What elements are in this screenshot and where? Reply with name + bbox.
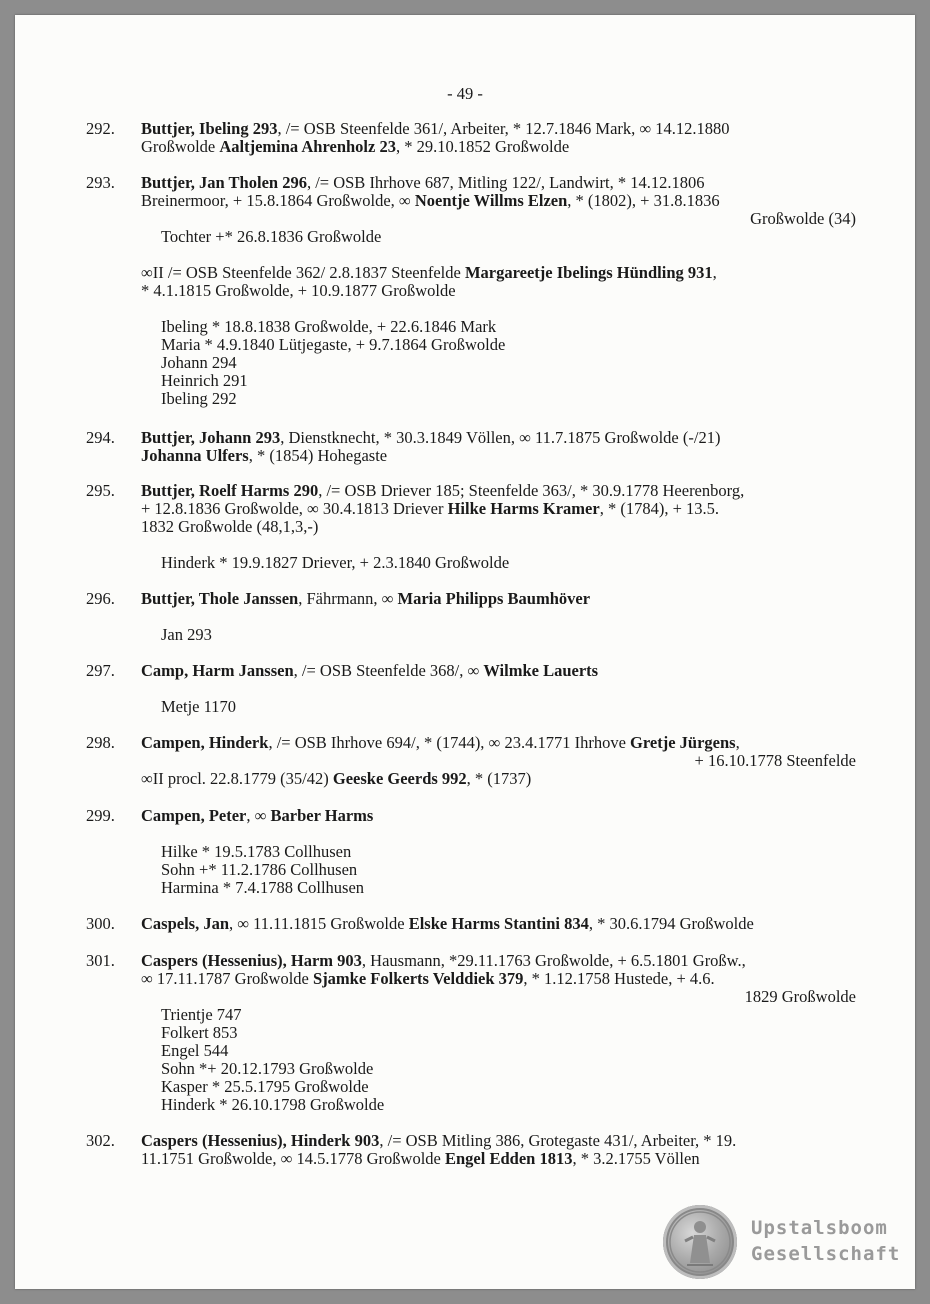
text-run: , /= OSB Steenfelde 368/, ∞	[293, 661, 484, 680]
person-name: Elske Harms Stantini 834	[408, 914, 589, 933]
entry-line	[141, 482, 856, 500]
page-number: - 49 -	[447, 84, 483, 103]
text-run: Breinermoor, + 15.8.1864 Großwolde, ∞	[141, 191, 415, 210]
entry-line	[141, 952, 856, 970]
text-run: , * (1802), + 31.8.1836	[567, 191, 720, 210]
spacer	[141, 608, 856, 626]
text-run: , /= OSB Steenfelde 361/, Arbeiter, * 12.7.1846 Mark, ∞ 14.12.1880	[277, 119, 730, 138]
child-line	[141, 843, 856, 861]
text-run: Jan 293	[161, 625, 212, 644]
person-name: Noentje Willms Elzen	[414, 191, 568, 210]
child-line	[141, 354, 856, 372]
text-run: Großwolde	[141, 137, 220, 156]
text-run: ∞II procl. 22.8.1779 (35/42)	[141, 769, 333, 788]
text-run: , Dienstknecht, * 30.3.1849 Völlen, ∞ 11.7.1875 Großwolde (-/21)	[280, 428, 721, 447]
person-name: Hilke Harms Kramer	[447, 499, 600, 518]
entry-number: 302.	[86, 1131, 115, 1150]
text-run: , * 30.6.1794 Großwolde	[588, 914, 754, 933]
child-line	[141, 1060, 856, 1078]
person-name: Campen, Peter	[141, 806, 247, 825]
text-run: Trientje 747	[161, 1005, 242, 1024]
text-run: Harmina * 7.4.1788 Collhusen	[161, 878, 365, 897]
entry-line	[141, 915, 856, 933]
child-line	[141, 1006, 856, 1024]
entry-text	[141, 174, 856, 408]
entry-text	[141, 590, 856, 644]
entry-number: 301.	[86, 951, 115, 970]
text-run: Hilke * 19.5.1783 Collhusen	[161, 842, 352, 861]
entry-line	[141, 120, 856, 138]
person-name: Geeske Geerds 992	[332, 769, 467, 788]
child-line	[141, 1096, 856, 1114]
text-run: Großwolde (34)	[750, 209, 856, 228]
entry-line	[141, 770, 856, 788]
text-run: , * 29.10.1852 Großwolde	[395, 137, 570, 156]
child-line	[141, 554, 856, 572]
person-name: Campen, Hinderk	[141, 733, 269, 752]
text-run: Maria * 4.9.1840 Lütjegaste, + 9.7.1864 Großwolde	[161, 335, 506, 354]
child-line	[141, 390, 856, 408]
entry-line	[141, 590, 856, 608]
text-run: , /= OSB Driever 185; Steenfelde 363/, * 30.9.1778 Heerenborg,	[318, 481, 745, 500]
entry-text	[141, 952, 856, 1114]
person-name: Buttjer, Johann 293	[141, 428, 281, 447]
text-run: Sohn +* 11.2.1786 Collhusen	[161, 860, 358, 879]
text-run: 1829 Großwolde	[744, 987, 856, 1006]
person-name: Wilmke Lauerts	[483, 661, 599, 680]
child-line	[141, 1042, 856, 1060]
person-name: Barber Harms	[270, 806, 374, 825]
entry-line	[141, 264, 856, 282]
person-name: Aaltjemina Ahrenholz 23	[219, 137, 396, 156]
text-run: Hinderk * 19.9.1827 Driever, + 2.3.1840 Großwolde	[161, 553, 510, 572]
child-line	[141, 698, 856, 716]
entry-text	[141, 915, 856, 933]
person-name: Camp, Harm Janssen	[141, 661, 294, 680]
entry-line	[141, 1132, 856, 1150]
spacer	[141, 300, 856, 318]
entry-line	[141, 807, 856, 825]
child-line	[141, 336, 856, 354]
person-name: Margareetje Ibelings Hündling 931	[464, 263, 713, 282]
text-run: , * (1784), + 13.5.	[599, 499, 720, 518]
text-run: , * (1854) Hohegaste	[248, 446, 388, 465]
upstalsboom-logo	[663, 1205, 913, 1285]
text-run: ,	[712, 263, 717, 282]
entry-number: 295.	[86, 481, 115, 500]
person-name: Maria Philipps Baumhöver	[397, 589, 591, 608]
entry-number: 294.	[86, 428, 115, 447]
child-line	[141, 626, 856, 644]
spacer	[141, 246, 856, 264]
spacer	[141, 680, 856, 698]
entry-number: 299.	[86, 806, 115, 825]
entry-text	[141, 734, 856, 788]
text-run: Hinderk * 26.10.1798 Großwolde	[161, 1095, 385, 1114]
child-line	[141, 318, 856, 336]
entry-number: 296.	[86, 589, 115, 608]
entry-number: 298.	[86, 733, 115, 752]
person-name: Buttjer, Jan Tholen 296	[141, 173, 307, 192]
spacer	[141, 536, 856, 554]
entry-line	[141, 447, 856, 465]
text-run: * 4.1.1815 Großwolde, + 10.9.1877 Großwolde	[141, 281, 456, 300]
person-name: Gretje Jürgens	[630, 733, 736, 752]
seal-icon	[663, 1205, 737, 1279]
logo-line-1: Upstalsboom	[751, 1217, 888, 1239]
child-line	[141, 228, 856, 246]
person-name: Sjamke Folkerts Velddiek 379	[313, 969, 524, 988]
text-run: , /= OSB Mitling 386, Grotegaste 431/, Arbeiter, * 19.	[379, 1131, 737, 1150]
text-run: + 16.10.1778 Steenfelde	[694, 751, 856, 770]
text-run: Metje 1170	[161, 697, 236, 716]
entry-number: 300.	[86, 914, 115, 933]
text-run: , ∞ 11.11.1815 Großwolde	[229, 914, 409, 933]
text-run: ∞II /= OSB Steenfelde 362/ 2.8.1837 Steenfelde	[141, 263, 465, 282]
text-run: Ibeling 292	[161, 389, 237, 408]
person-name: Johanna Ulfers	[141, 446, 249, 465]
spacer	[141, 825, 856, 843]
person-name: Caspels, Jan	[141, 914, 230, 933]
entry-text	[141, 1132, 856, 1168]
entry-line	[141, 734, 856, 752]
entry-line	[141, 174, 856, 192]
entry-line	[141, 518, 856, 536]
text-run: Ibeling * 18.8.1838 Großwolde, + 22.6.1846 Mark	[161, 317, 497, 336]
entry-number: 297.	[86, 661, 115, 680]
text-run: Tochter +* 26.8.1836 Großwolde	[161, 227, 382, 246]
entry-line	[141, 138, 856, 156]
person-name: Buttjer, Ibeling 293	[141, 119, 278, 138]
document-page	[15, 15, 915, 1289]
person-name: Buttjer, Thole Janssen	[141, 589, 299, 608]
person-name: Buttjer, Roelf Harms 290	[141, 481, 319, 500]
text-run: , /= OSB Ihrhove 694/, * (1744), ∞ 23.4.1771 Ihrhove	[268, 733, 631, 752]
text-run: Kasper * 25.5.1795 Großwolde	[161, 1077, 369, 1096]
entry-text	[141, 807, 856, 897]
entry-line	[141, 752, 856, 770]
entry-line	[141, 429, 856, 447]
text-run: ∞ 17.11.1787 Großwolde	[141, 969, 314, 988]
text-run: , * 1.12.1758 Hustede, + 4.6.	[523, 969, 715, 988]
text-run: Folkert 853	[161, 1023, 238, 1042]
entry-text	[141, 120, 856, 156]
entry-number: 292.	[86, 119, 115, 138]
child-line	[141, 861, 856, 879]
text-run: Engel 544	[161, 1041, 229, 1060]
person-name: Caspers (Hessenius), Harm 903	[141, 951, 362, 970]
text-run: Heinrich 291	[161, 371, 248, 390]
entry-text	[141, 429, 856, 465]
entry-line	[141, 210, 856, 228]
text-run: , ∞	[246, 806, 271, 825]
text-run: 11.1751 Großwolde, ∞ 14.5.1778 Großwolde	[141, 1149, 445, 1168]
entry-line	[141, 192, 856, 210]
text-run: 1832 Großwolde (48,1,3,-)	[141, 517, 319, 536]
text-run: + 12.8.1836 Großwolde, ∞ 30.4.1813 Driever	[141, 499, 448, 518]
text-run: Sohn *+ 20.12.1793 Großwolde	[161, 1059, 374, 1078]
text-run: , Fährmann, ∞	[298, 589, 398, 608]
entry-number: 293.	[86, 173, 115, 192]
entry-text	[141, 482, 856, 572]
entry-line	[141, 1150, 856, 1168]
text-run: Johann 294	[161, 353, 237, 372]
text-run: ,	[735, 733, 740, 752]
person-name: Engel Edden 1813	[445, 1149, 573, 1168]
entry-line	[141, 662, 856, 680]
text-run: , * 3.2.1755 Völlen	[572, 1149, 700, 1168]
person-name: Caspers (Hessenius), Hinderk 903	[141, 1131, 380, 1150]
entry-line	[141, 500, 856, 518]
child-line	[141, 879, 856, 897]
text-run: , * (1737)	[466, 769, 532, 788]
child-line	[141, 1024, 856, 1042]
entry-line	[141, 282, 856, 300]
entry-line	[141, 970, 856, 988]
entry-text	[141, 662, 856, 716]
text-run: , Hausmann, *29.11.1763 Großwolde, + 6.5.1801 Großw.,	[361, 951, 746, 970]
child-line	[141, 1078, 856, 1096]
text-run: , /= OSB Ihrhove 687, Mitling 122/, Landwirt, * 14.12.1806	[306, 173, 705, 192]
logo-line-2: Gesellschaft	[751, 1243, 901, 1265]
entry-line	[141, 988, 856, 1006]
child-line	[141, 372, 856, 390]
